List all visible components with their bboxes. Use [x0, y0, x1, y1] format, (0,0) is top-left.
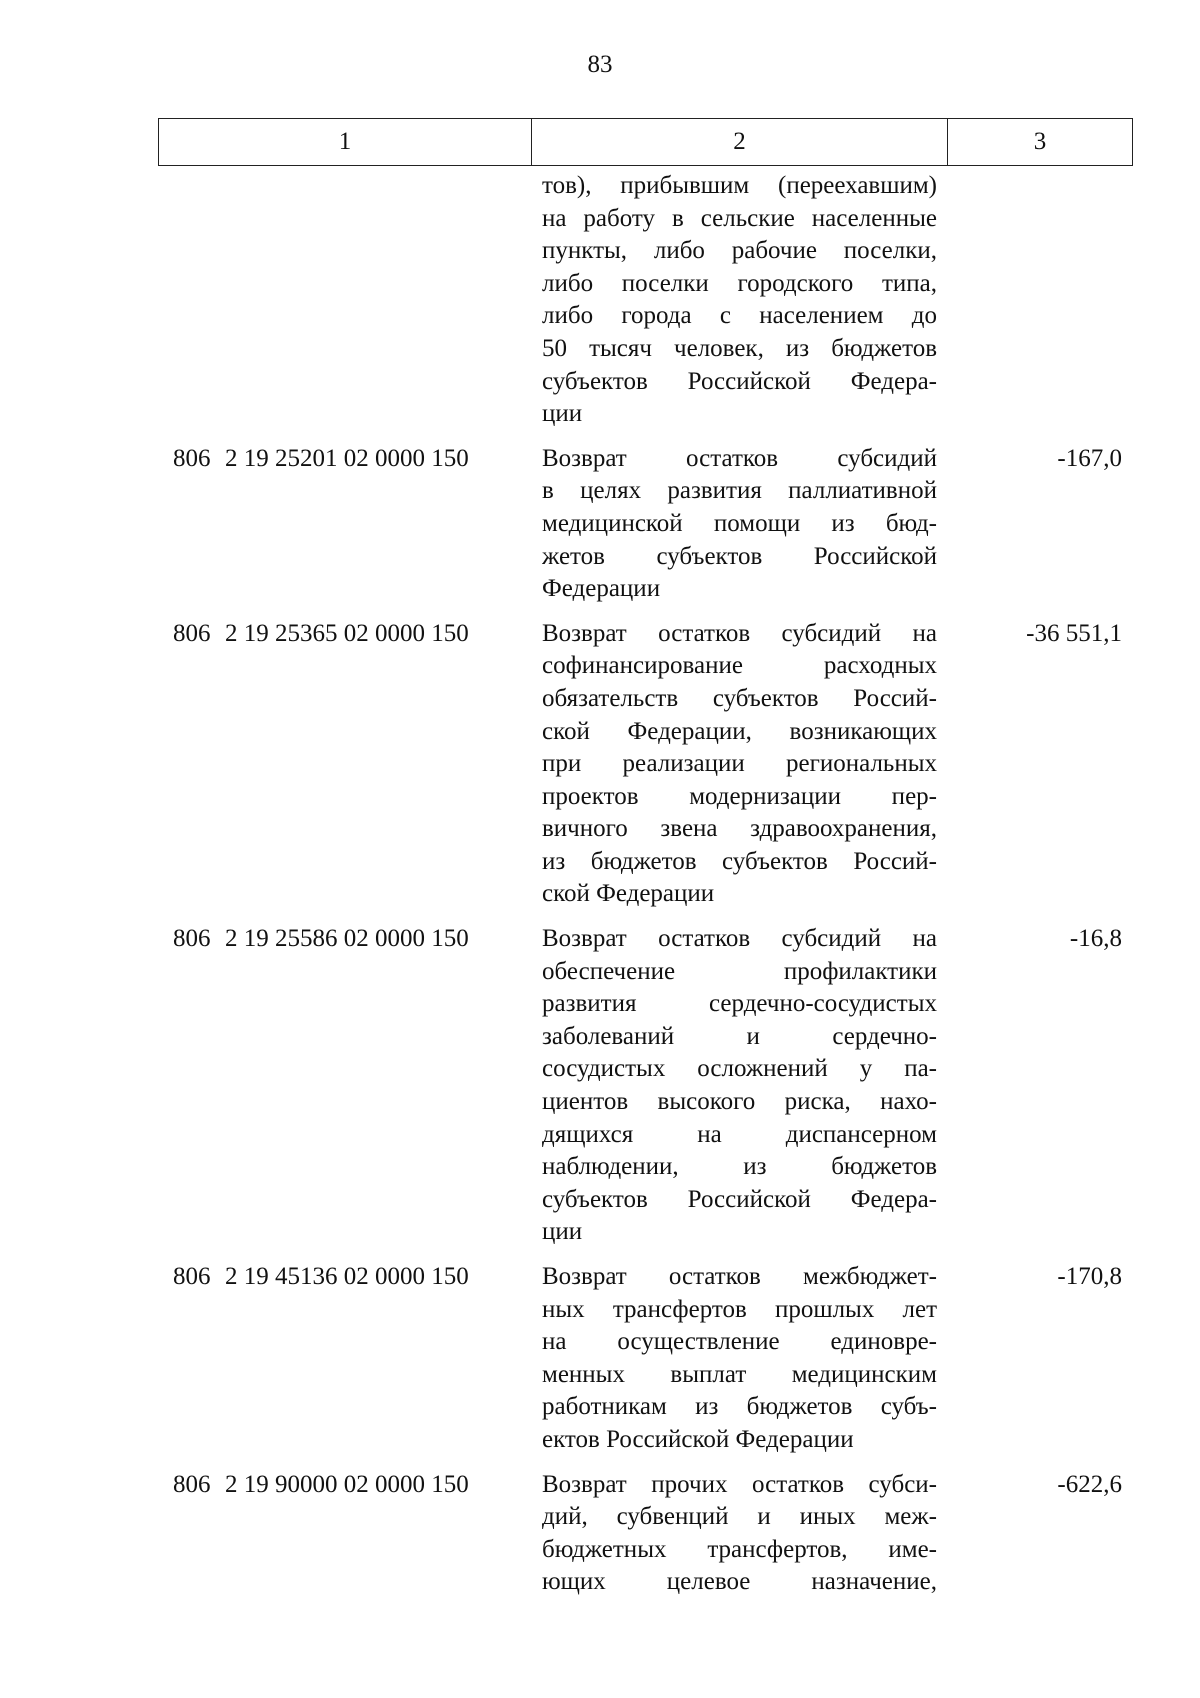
- admin-code: 806: [173, 1470, 211, 1498]
- amount: -16,8: [1069, 925, 1122, 953]
- text-line: дий, субвенций и иных меж-: [542, 1503, 937, 1531]
- text-line: проектов модернизации пер-: [542, 782, 937, 810]
- text-line: жетов субъектов Российской: [542, 542, 937, 570]
- admin-code: 806: [173, 619, 211, 647]
- budget-code: 2 19 90000 02 0000 150: [225, 1470, 469, 1498]
- header-col-1: 1: [159, 119, 532, 165]
- text-line: обеспечение профилактики: [542, 957, 937, 985]
- budget-code: 2 19 25365 02 0000 150: [225, 619, 469, 647]
- budget-code: 2 19 45136 02 0000 150: [225, 1263, 469, 1290]
- text-line: в целях развития паллиативной: [542, 477, 937, 505]
- text-line: ющих целевое назначение,: [542, 1568, 937, 1596]
- table-row: [158, 1261, 1133, 1457]
- table-header: [158, 118, 1133, 166]
- text-line: бюджетных трансфертов, име-: [542, 1535, 937, 1563]
- table-row: [158, 1469, 1133, 1599]
- text-line: менных выплат медицинским: [542, 1360, 937, 1388]
- budget-code: 2 19 25586 02 0000 150: [225, 925, 469, 953]
- text-line: дящихся на диспансерном: [542, 1120, 937, 1148]
- item-description: [542, 443, 937, 606]
- header-col-3: 3: [1033, 128, 1047, 155]
- text-line: тов), прибывшим (переехавшим): [542, 172, 937, 199]
- text-line: медицинской помощи из бюд-: [542, 509, 937, 537]
- text-line: ции: [542, 1218, 583, 1246]
- text-line: Возврат остатков субсидий на: [542, 925, 937, 953]
- text-line: субъектов Российской Федера-: [542, 1185, 937, 1213]
- amount: -36 551,1: [1026, 619, 1122, 647]
- table-row: [158, 443, 1133, 606]
- text-line: из бюджетов субъектов Россий-: [542, 847, 937, 875]
- text-line: развития сердечно-сосудистых: [542, 990, 937, 1018]
- amount: -167,0: [1057, 444, 1122, 472]
- text-line: обязательств субъектов Россий-: [542, 684, 937, 712]
- amount: -170,8: [1057, 1263, 1122, 1290]
- text-line: ции: [542, 400, 583, 428]
- text-line: работникам из бюджетов субъ-: [542, 1393, 937, 1421]
- text-line: Возврат прочих остатков субси-: [542, 1470, 937, 1498]
- text-line: на работу в сельские населенные: [542, 204, 937, 232]
- text-line: вичного звена здравоохранения,: [542, 815, 937, 843]
- continued-description: [542, 170, 937, 431]
- admin-code: 806: [173, 925, 211, 953]
- admin-code: 806: [173, 1263, 211, 1290]
- text-line: сосудистых осложнений у па-: [542, 1055, 937, 1083]
- text-line: ектов Российской Федерации: [542, 1425, 854, 1453]
- item-description: [542, 1469, 937, 1599]
- text-line: Возврат остатков субсидий на: [542, 619, 937, 647]
- table-row: [158, 923, 1133, 1249]
- text-line: 50 тысяч человек, из бюджетов: [542, 334, 937, 362]
- text-line: ных трансфертов прошлых лет: [542, 1295, 937, 1323]
- item-description: [542, 1261, 937, 1457]
- text-line: ской Федерации, возникающих: [542, 717, 937, 745]
- budget-code: 2 19 25201 02 0000 150: [225, 444, 469, 472]
- text-line: ской Федерации: [542, 880, 715, 908]
- admin-code: 806: [173, 444, 211, 472]
- text-line: софинансирование расходных: [542, 652, 937, 680]
- text-line: при реализации региональных: [542, 750, 937, 778]
- text-line: либо города с населением до: [542, 302, 937, 330]
- text-line: наблюдении, из бюджетов: [542, 1153, 937, 1181]
- amount: -622,6: [1057, 1470, 1122, 1498]
- text-line: Возврат остатков субсидий: [542, 444, 937, 472]
- text-line: заболеваний и сердечно-: [542, 1022, 937, 1050]
- text-line: либо поселки городского типа,: [542, 269, 937, 297]
- text-line: субъектов Российской Федера-: [542, 367, 937, 395]
- header-col-2: 2: [532, 119, 948, 165]
- text-line: Возврат остатков межбюджет-: [542, 1263, 937, 1290]
- table-row: [158, 618, 1133, 911]
- table-body: [158, 170, 1133, 1611]
- page-number: 83: [587, 51, 613, 78]
- text-line: циентов высокого риска, нахо-: [542, 1088, 937, 1116]
- text-line: Федерации: [542, 575, 661, 603]
- text-line: пункты, либо рабочие поселки,: [542, 237, 937, 265]
- item-description: [542, 618, 937, 911]
- text-line: на осуществление единовре-: [542, 1328, 937, 1356]
- item-description: [542, 923, 937, 1249]
